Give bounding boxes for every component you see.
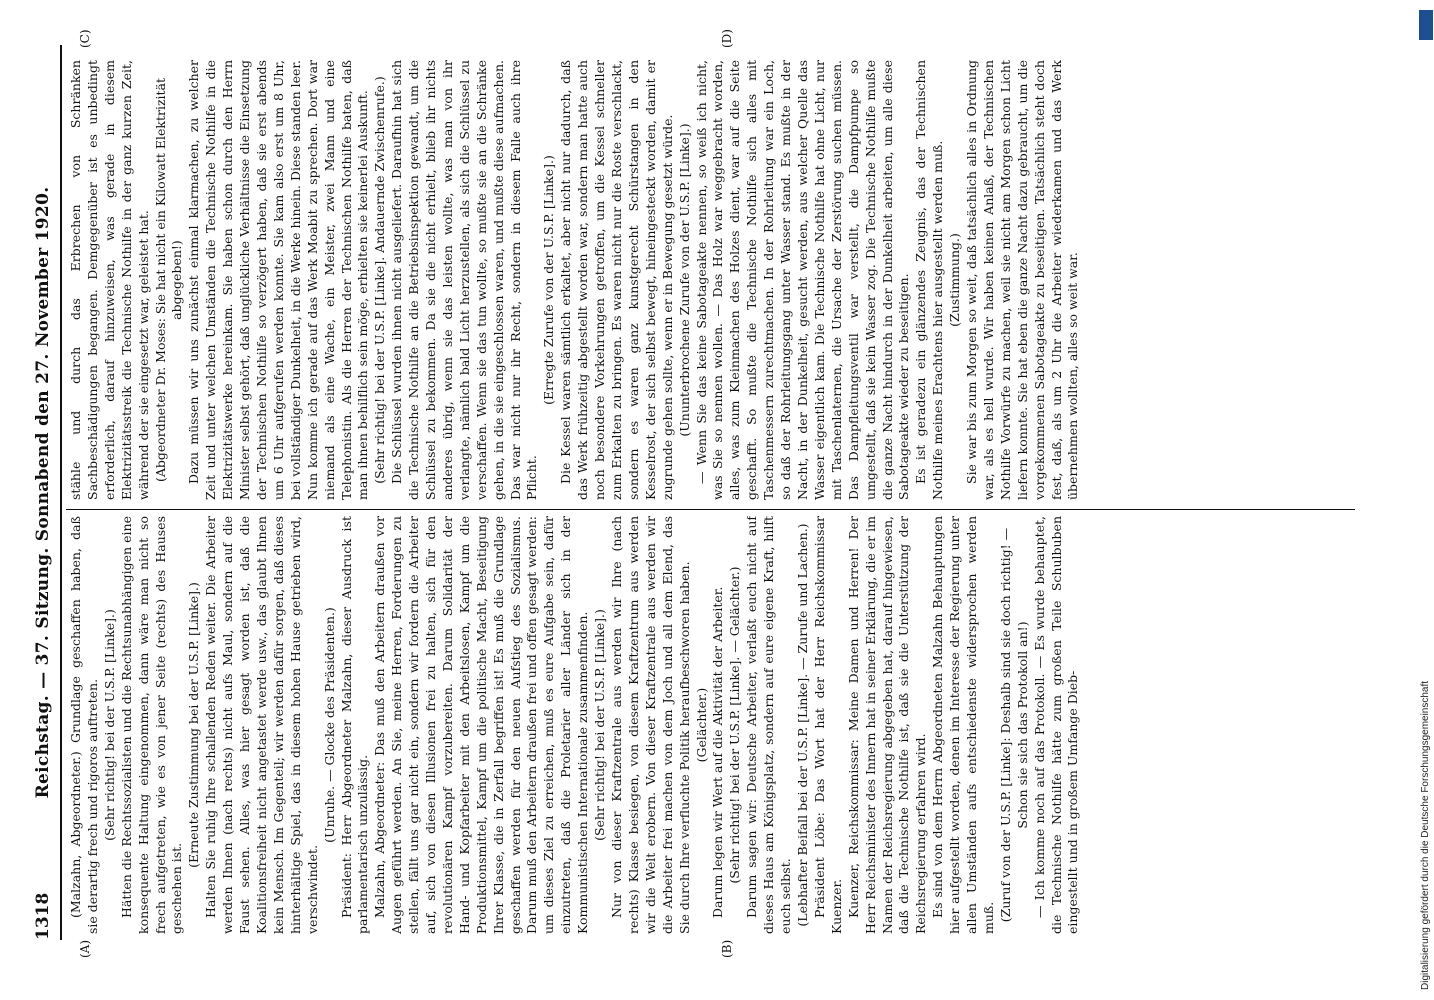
interjection: (Sehr richtig! bei der U.S.P. [Linke].) bbox=[592, 609, 608, 841]
paragraph: — Wenn Sie das keine Sabotageakte nennen, so weiß ich nicht, was Sie so nennen wollen. — Das Holz war weggebracht worden, alles, was zum Kleinmachen des Holzes dient, war auf die Seite geschafft. So mußte die Technische Nothilfe sich alles mit Taschenmessern zurechtmachen. In der Rohrleitung war ein Loch, so daß der Rohrleitungsgang unter Wasser stand. Es mußte in der Nacht, in der Dunkelheit, gesucht werden, aus welcher Quelle das Wasser eigentlich kam. Die Technische Nothilfe hat ohne Licht, nur mit Taschenlaternen, die Ursache der Zerstörung suchen müssen. Das Dampfleitungsventil war verstellt, die Dampfpumpe so umgestellt, daß sie kein Wasser zog. Die Technische Nothilfe mußte die ganze Nacht hindurch in der Dunkelheit arbeiten, um alle diese Sabotageakte wieder zu beseitigen. bbox=[693, 60, 912, 500]
interjection: (Erregte Zurufe von der U.S.P. [Linke].) bbox=[541, 155, 557, 405]
margin-marker-c: (C) bbox=[78, 29, 92, 48]
paragraph: Es sind von dem Herrn Abgeordneten Malzahn Behauptungen hier aufgestellt worden, denen im Interesse der Regierung unter allen Umständen aufs entschiedenste widersprochen werden muß. bbox=[930, 516, 996, 934]
left-column bbox=[68, 516, 1350, 934]
paragraph: Hätten die Rechtssozialisten und die Rechtsunabhängigen eine konsequente Haltung eingenommen, dann wäre man nicht so frech aufgetreten, wie es von jener Seite (rechts) des Hauses geschehen ist. bbox=[118, 516, 185, 934]
interjection: (Zustimmung.) bbox=[947, 233, 963, 327]
page-header bbox=[33, 45, 55, 940]
interjection: (Lebhafter Beifall bei der U.S.P. [Linke]. — Zurufe und Lachen.) bbox=[794, 523, 810, 927]
digitization-credit bbox=[1419, 10, 1433, 990]
paragraph: Die Kessel waren sämtlich erkaltet, aber nicht nur dadurch, daß das Werk frühzeitig abgestellt worden war, sondern man hatte auch noch besondere Vorkehrungen getroffen, um die Kessel schneller zum Erkalten zu bringen. Es waren nicht nur die Roste verschlackt, sondern es waren ganz kunstgerecht Schürstangen in den Kesselrost, der sich selbst bewegt, hineingesteckt worden, damit er zugrunde gehen sollte, wenn er in Bewegung gesetzt würde. bbox=[558, 60, 675, 500]
paragraph: Dazu müssen wir uns zunächst einmal klarmachen, zu welcher Zeit und unter welchen Umständen die Technische Nothilfe in die Elektrizitätswerke hereinkam. Sie haben schon durch den Herrn Minister selbst gehört, daß unglückliche Verhältnisse die Einsetzung der Technischen Nothilfe so verzögert haben, daß sie erst abends um 6 Uhr aufgerufen werden konnte. Sie kam also erst um 8 Uhr, bei vollständiger Dunkelheit, in die Werke hinein. Diese standen leer. Nun komme ich gerade auf das Werk Moabit zu sprechen. Dort war niemand als eine Wache, ein Meister, zwei Mann und eine Telephonistin. Als die Herren der Technischen Nothilfe baten, daß man ihnen behilflich sein möge, erhielten sie keinerlei Auskunft. bbox=[186, 60, 371, 500]
page-title: Reichstag. — 37. Sitzung. Sonnabend den 27. November 1920. bbox=[33, 186, 53, 799]
header-rule bbox=[60, 45, 62, 940]
speaker-paragraph: Präsident: Herr Abgeordneter Malzahn, dieser Ausdruck ist parlamentarisch unzulässig. bbox=[338, 516, 371, 934]
page-number: 1318 bbox=[33, 892, 53, 940]
paragraph: Sie war bis zum Morgen so weit, daß tatsächlich alles in Ordnung war, als es hell wurde. Wir haben keinen Anlaß, der Technischen Nothilfe Vorwürfe zu machen, weil sie nicht am Morgen schon Licht liefern konnte. Sie hat eben die ganze Nacht dazu gebraucht, um die vorgekommenen Sabotageakte zu beseitigen. Tatsächlich steht doch fest, daß, als um 2 Uhr die Arbeiter wiederkamen und das Werk übernehmen wollten, alles so weit war. bbox=[964, 60, 1081, 500]
speaker-paragraph: Malzahn, Abgeordneter: Das muß den Arbeitern draußen vor Augen geführt werden. An Sie, meine Herren, Forderungen zu stellen, fällt uns gar nicht ein, sondern wir fordern die Arbeiter auf, sich von diesen Illusionen frei zu halten, sich für den revolutionären Kampf vorzubereiten. Darum Solidarität der Hand- und Kopfarbeiter mit den Arbeitslosen, Kampf um die Produktionsmittel, Kampf um die politische Macht, Beseitigung Ihrer Klasse, die in Zerfall begriffen ist! Es muß die Grundlage geschaffen werden für den neuen Aufstieg des Sozialismus. Darum muß den Arbeitern draußen frei und offen gesagt werden: um dieses Ziel zu erreichen, muß es eure Aufgabe sein, dafür einzutreten, daß die Proletarier aller Länder sich in der Kommunistischen Internationale zusammenfinden. bbox=[372, 516, 591, 934]
paragraph: Die Schlüssel wurden ihnen nicht ausgeliefert. Daraufhin hat sich die Technische Nothilfe an die Betriebsinspektion gewandt, um die Schlüssel zu bekommen. Da sie die nicht erhielt, blieb ihr nichts anderes übrig, wenn sie das leisten wollte, was man von ihr verlangte, nämlich bald Licht herzustellen, als sich die Schlüssel zu verschaffen. Wenn sie das tun wollte, so mußte sie an die Schränke gehen, in die sie eingeschlossen waren, und mußte diese aufmachen. Das war nicht nur ihr Recht, sondern in diesem Falle auch ihre Pflicht. bbox=[389, 60, 540, 500]
margin-marker-a: (A) bbox=[78, 939, 92, 958]
paragraph: Darum legen wir Wert auf die Aktivität der Arbeiter. bbox=[710, 586, 726, 918]
paragraph: Nur von dieser Kraftzentrale aus werden wir Ihre (nach rechts) Klasse besiegen, von diesem Kraftzentrum aus werden wir die Welt erobern. Von dieser Kraftzentrale aus werden wir die Arbeiter frei machen von dem Joch und all dem Elend, das Sie durch Ihre verfluchte Politik heraufbeschworen haben. bbox=[609, 516, 692, 934]
margin-marker-b: (B) bbox=[720, 939, 734, 958]
paragraph: — Ich komme noch auf das Protokoll. — Es wurde behauptet, die Technische Nothilfe hätte zum großen Teile Schulbuben eingestellt und in großem Umfange Dieb- bbox=[1031, 516, 1081, 934]
paragraph: (Malzahn, Abgeordneter.) Grundlage geschaffen haben, daß sie derartig frech und rigoros auftreten. bbox=[68, 516, 100, 934]
speaker-paragraph: Präsident Löbe: Das Wort hat der Herr Reichskommissar Kuenzer. bbox=[811, 516, 844, 934]
margin-marker-d: (D) bbox=[720, 29, 734, 48]
interjection: (Gelächter.) bbox=[693, 687, 709, 763]
speaker-paragraph: Kuenzer, Reichskommissar: Meine Damen und Herren! Der Herr Reichsminister des Innern hat in seiner Erklärung, die er im Namen der Reichsregierung abgegeben hat, darauf hingewiesen, daß die Technische Nothilfe ist, daß sie die Unterstützung der Reichsregierung erfahren wird. bbox=[845, 516, 929, 934]
interjection: (Ununterbrochene Zurufe von der U.S.P. [Linke].) bbox=[676, 123, 692, 437]
paragraph: Halten Sie ruhig Ihre schallenden Reden weiter. Die Arbeiter werden Ihnen (nach rechts) nicht aufs Maul, sondern auf die Faust sehen. Alles, was hier gesagt worden ist, daß die Koalitionsfreiheit nicht angetastet werde usw., das glaubt Ihnen kein Mensch. Im Gegenteil; wir werden dafür sorgen, daß dieses hinterhältige Spiel, das in diesem hohen Hause getrieben wird, verschwindet. bbox=[203, 516, 320, 934]
interjection: (Unruhe. — Glocke des Präsidenten.) bbox=[321, 607, 337, 843]
interjection: (Sehr richtig! bei der U.S.P. [Linke]. Andauernde Zwischenrufe.) bbox=[372, 76, 388, 484]
interjection: (Erneute Zustimmung bei der U.S.P. [Linke].) bbox=[186, 582, 202, 868]
paragraph: Darum sagen wir: Deutsche Arbeiter, verlaßt euch nicht auf dieses Haus am Königsplatz, sondern auf eure eigene Kraft, hilft euch selbst. bbox=[744, 516, 794, 934]
interjection: (Sehr richtig! bei der U.S.P. [Linke].) bbox=[101, 609, 117, 841]
interjection: (Abgeordneter Dr. Moses: Sie hat nicht ein Kilowatt Elektrizität abgegeben!) bbox=[152, 77, 185, 483]
interjection: (Zuruf von der U.S.P. [Linke]: Deshalb sind sie doch richtig! — Schon sie sich das Protokoll an!) bbox=[997, 527, 1030, 923]
paragraph: Es ist geradezu ein glänzendes Zeugnis, das der Technischen Nothilfe meines Erachtens hier ausgestellt werden muß. bbox=[913, 60, 946, 500]
digitization-credit-text: Digitalisierung gefördert durch die Deutsche Forschungsgemeinschaft bbox=[1420, 680, 1431, 990]
paragraph: stähle und durch das Erbrechen von Schränken Sachbeschädigungen begangen. Demgegenüber ist es unbedingt erforderlich, darauf hinzuweisen, was gerade in diesem Elektrizitätsstreik die Technische Nothilfe in der ganz kurzen Zeit, während der sie eingesetzt war, geleistet hat. bbox=[68, 60, 151, 500]
column-divider bbox=[66, 509, 1355, 510]
right-column bbox=[68, 60, 1350, 500]
interjection: (Sehr richtig! bei der U.S.P. [Linke]. — Gelächter.) bbox=[727, 566, 743, 884]
